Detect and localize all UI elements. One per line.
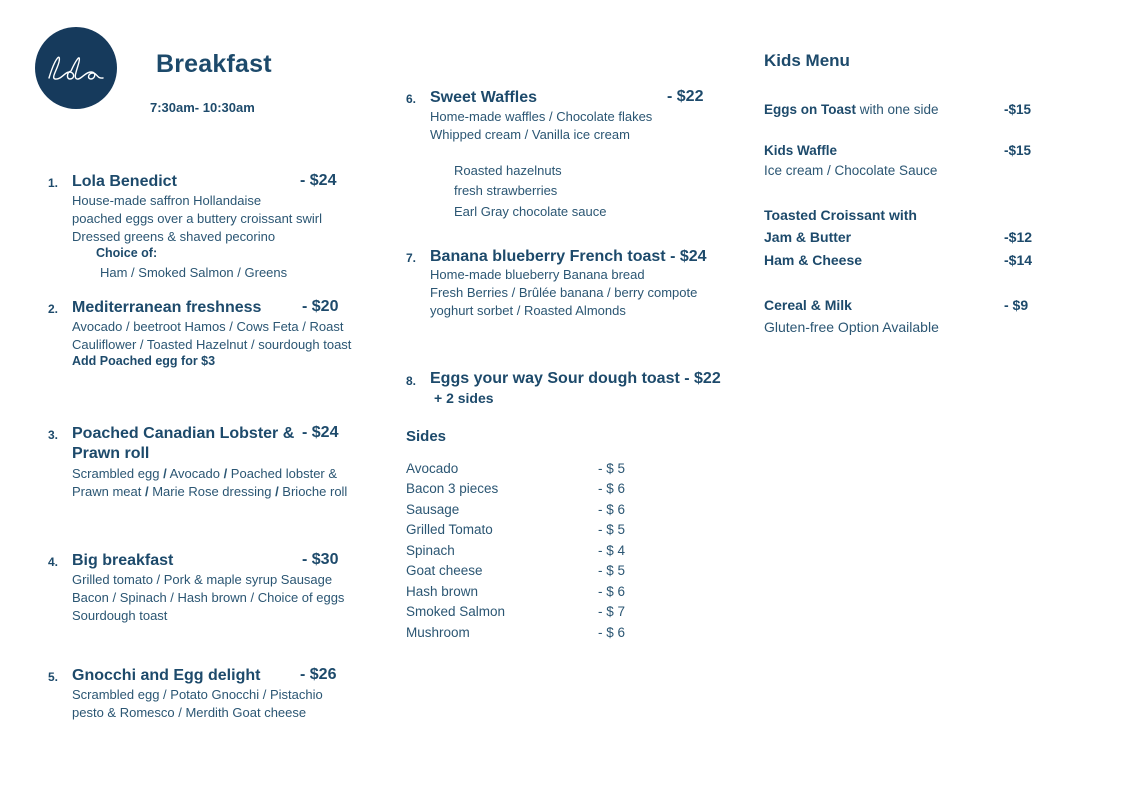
side-price: - $ 7: [598, 604, 626, 619]
kids-cereal: Cereal & Milk: [764, 297, 852, 313]
lola-logo-mark: [41, 48, 111, 88]
kids-waffle-desc: Ice cream / Chocolate Sauce: [764, 163, 938, 178]
item-description: Home-made waffles / Chocolate flakes: [430, 109, 653, 124]
kids-waffle-price: -$15: [1004, 143, 1032, 158]
topping-option: Roasted hazelnuts: [454, 163, 562, 178]
topping-option: Earl Gray chocolate sauce: [454, 204, 607, 219]
kids-eggs-on-toast: [764, 102, 939, 117]
item-price: - $30: [302, 551, 339, 568]
item-number: 3.: [48, 428, 59, 442]
item-description: Whipped cream / Vanilla ice cream: [430, 127, 630, 142]
item-name-mediterranean: Mediterranean freshness: [72, 299, 262, 316]
item-number: 1.: [48, 176, 59, 190]
side-name: Smoked Salmon: [406, 604, 506, 619]
kids-croissant-jam-price: -$12: [1004, 229, 1033, 245]
item-description: Fresh Berries / Brûlée banana / berry compote: [430, 285, 698, 300]
item-description: Scrambled egg / Potato Gnocchi / Pistachio: [72, 687, 323, 702]
item-name-gnocchi: Gnocchi and Egg delight: [72, 667, 261, 684]
item-description: Grilled tomato / Pork & maple syrup Sausage: [72, 572, 333, 587]
side-name: Grilled Tomato: [406, 522, 493, 537]
item-number: 4.: [48, 555, 59, 569]
desc-slash: /: [144, 484, 149, 499]
item-name-french-toast: Banana blueberry French toast - $24: [430, 248, 707, 265]
kids-waffle-name: Kids Waffle: [764, 143, 838, 158]
item-name-sweet-waffles: Sweet Waffles: [430, 89, 537, 106]
kids-cereal-price: - $9: [1004, 297, 1029, 313]
side-name: Bacon 3 pieces: [406, 481, 499, 496]
desc-slash: /: [223, 466, 228, 481]
topping-option: fresh strawberries: [454, 183, 558, 198]
lola-logo: [35, 27, 117, 109]
item-price: - $24: [300, 172, 337, 189]
choice-label: Choice of:: [96, 246, 158, 260]
side-name: Mushroom: [406, 625, 470, 640]
side-price: - $ 6: [598, 625, 626, 640]
item-description: Avocado / beetroot Hamos / Cows Feta / Roast: [72, 319, 344, 334]
side-price: - $ 5: [598, 563, 626, 578]
item-description: [72, 465, 337, 483]
side-name: Sausage: [406, 502, 460, 517]
kids-eggs-detail: with one side: [856, 102, 939, 117]
item-description: Bacon / Spinach / Hash brown / Choice of eggs: [72, 590, 345, 605]
side-price: - $ 6: [598, 502, 626, 517]
desc-part: Poached lobster &: [227, 466, 338, 481]
item-sub: + 2 sides: [434, 390, 494, 406]
item-number: 5.: [48, 670, 59, 684]
side-name: Hash brown: [406, 584, 479, 599]
desc-part: Prawn meat: [72, 484, 145, 499]
desc-part: Scrambled egg: [72, 466, 164, 481]
item-price: - $24: [302, 424, 339, 441]
gluten-free-note: Gluten-free Option Available: [764, 319, 939, 335]
kids-croissant-title: Toasted Croissant with: [764, 207, 917, 223]
item-price: - $22: [667, 88, 704, 105]
item-description: Dressed greens & shaved pecorino: [72, 229, 276, 244]
kids-eggs-name: Eggs on Toast: [764, 102, 857, 117]
item-number: 6.: [406, 92, 417, 106]
item-description: pesto & Romesco / Merdith Goat cheese: [72, 705, 307, 720]
item-name-lola-benedict: Lola Benedict: [72, 173, 177, 190]
side-name: Spinach: [406, 543, 455, 558]
sides-title: Sides: [406, 428, 447, 445]
item-name-big-breakfast: Big breakfast: [72, 552, 174, 569]
item-description: yoghurt sorbet / Roasted Almonds: [430, 303, 626, 318]
item-name-eggs-your-way: Eggs your way Sour dough toast - $22: [430, 370, 721, 387]
item-description: poached eggs over a buttery croissant swirl: [72, 211, 323, 226]
side-price: - $ 5: [598, 522, 626, 537]
kids-eggs-price: -$15: [1004, 102, 1032, 117]
item-name-lobster-line2: Prawn roll: [72, 445, 150, 462]
kids-waffle: [764, 143, 837, 158]
kids-croissant-ham-price: -$14: [1004, 252, 1033, 268]
desc-part: Brioche roll: [278, 484, 348, 499]
desc-slash: /: [163, 466, 167, 481]
kids-croissant-ham: Ham & Cheese: [764, 252, 863, 268]
item-price: - $26: [300, 666, 337, 683]
item-number: 2.: [48, 302, 59, 316]
addon-note: Add Poached egg for $3: [72, 354, 216, 368]
item-description: Cauliflower / Toasted Hazelnut / sourdough toast: [72, 337, 352, 352]
item-description: House-made saffron Hollandaise: [72, 193, 262, 208]
kids-croissant-jam: Jam & Butter: [764, 229, 852, 245]
item-description: [72, 483, 347, 501]
choice-options: Ham / Smoked Salmon / Greens: [100, 265, 288, 280]
item-description: Sourdough toast: [72, 608, 168, 623]
side-name: Avocado: [406, 461, 459, 476]
item-price: - $20: [302, 298, 339, 315]
side-price: - $ 6: [598, 481, 626, 496]
side-price: - $ 4: [598, 543, 626, 558]
item-number: 7.: [406, 251, 417, 265]
kids-menu-title: Kids Menu: [764, 51, 850, 70]
desc-part: Avocado: [166, 466, 224, 481]
side-price: - $ 6: [598, 584, 626, 599]
item-name-lobster-line1: Poached Canadian Lobster &: [72, 425, 295, 442]
desc-part: Marie Rose dressing: [148, 484, 276, 499]
desc-slash: /: [275, 484, 279, 499]
side-name: Goat cheese: [406, 563, 483, 578]
page-title: Breakfast: [156, 50, 272, 78]
service-hours: 7:30am- 10:30am: [150, 100, 255, 115]
item-description: Home-made blueberry Banana bread: [430, 267, 645, 282]
side-price: - $ 5: [598, 461, 626, 476]
item-number: 8.: [406, 374, 417, 388]
